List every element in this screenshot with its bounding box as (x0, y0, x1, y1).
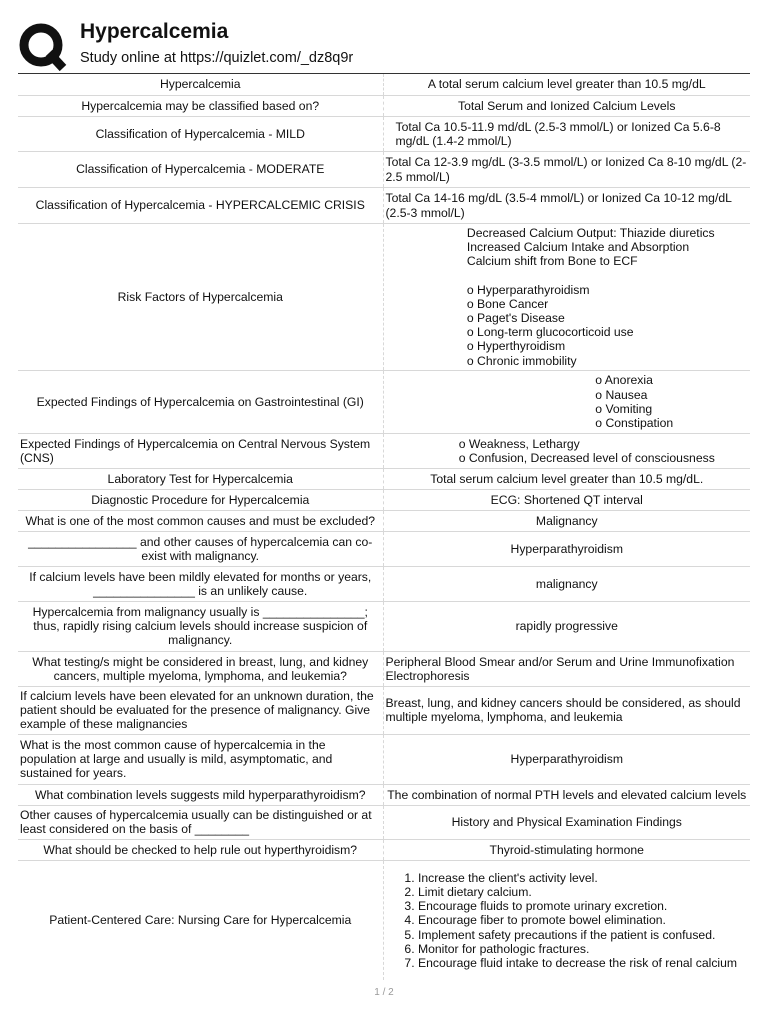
page-indicator: 1 / 2 (374, 987, 394, 998)
table-row (18, 117, 750, 152)
list-item: o Chronic immobility (466, 353, 577, 368)
list-item: 5. Implement safety precautions if the patient is confused. (404, 927, 716, 942)
term-cell: Classification of Hypercalcemia - MILD (18, 117, 383, 152)
term-cell: Hypercalcemia from malignancy usually is _______________; thus, rapidly rising calcium levels should increase suspicion of malignancy. (18, 601, 383, 651)
definition-cell: A total serum calcium level greater than 10.5 mg/dL (383, 74, 750, 96)
definition-cell (383, 433, 750, 468)
table-row (18, 489, 750, 510)
list-item: 4. Encourage fiber to promote bowel elimination. (404, 913, 666, 928)
definition-cell: Hyperparathyroidism (383, 531, 750, 566)
list-item: o Constipation (595, 416, 674, 431)
page-title: Hypercalcemia (80, 20, 229, 43)
table-row (18, 566, 750, 601)
flashcard-table (18, 73, 750, 980)
definition-cell: ECG: Shortened QT interval (383, 489, 750, 510)
list-item: o Hyperthyroidism (466, 339, 566, 354)
term-cell: Expected Findings of Hypercalcemia on Gastrointestinal (GI) (18, 370, 383, 433)
list-item: Decreased Calcium Output: Thiazide diuretics (466, 226, 715, 240)
term-cell: Patient-Centered Care: Nursing Care for Hypercalcemia (18, 860, 383, 980)
cns-findings-list (459, 437, 715, 465)
term-cell: Classification of Hypercalcemia - MODERATE (18, 152, 383, 188)
table-row (18, 224, 750, 371)
term-cell: Risk Factors of Hypercalcemia (18, 224, 383, 371)
list-item: o Long-term glucocorticoid use (466, 325, 634, 340)
definition-cell: The combination of normal PTH levels and elevated calcium levels (383, 784, 750, 805)
table-row (18, 152, 750, 188)
definition-cell: History and Physical Examination Findings (383, 805, 750, 839)
term-cell: If calcium levels have been elevated for an unknown duration, the patient should be evaluated for the presence of malignancy. Give example of these malignancies (18, 686, 383, 734)
table-row (18, 805, 750, 839)
definition-cell: Peripheral Blood Smear and/or Serum and Urine Immunofixation Electrophoresis (383, 651, 750, 686)
definition-cell: Total Ca 12-3.9 mg/dL (3-3.5 mmol/L) or Ionized Ca 8-10 mg/dL (2-2.5 mmol/L) (383, 152, 750, 188)
definition-cell (383, 224, 750, 371)
table-row (18, 686, 750, 734)
study-link[interactable]: Study online at https://quizlet.com/_dz8q9r (80, 50, 354, 66)
nursing-care-list (404, 871, 737, 970)
term-cell: Hypercalcemia may be classified based on? (18, 96, 383, 117)
list-item: o Anorexia (595, 373, 653, 388)
definition-cell (383, 860, 750, 980)
table-row (18, 784, 750, 805)
term-cell: Hypercalcemia (18, 74, 383, 96)
term-cell: Classification of Hypercalcemia - HYPERCALCEMIC CRISIS (18, 188, 383, 224)
table-row (18, 468, 750, 489)
definition-text: Total Ca 10.5-11.9 md/dL (2.5-3 mmol/L) or Ionized Ca 5.6-8 mg/dL (1.4-2 mmol/L) (395, 119, 721, 148)
table-row (18, 651, 750, 686)
table-row (18, 433, 750, 468)
table-row (18, 96, 750, 117)
definition-cell: Hyperparathyroidism (383, 734, 750, 784)
list-item: o Paget's Disease (466, 311, 565, 326)
table-row (18, 601, 750, 651)
list-item: o Weakness, Lethargy (458, 436, 580, 451)
table-row (18, 510, 750, 531)
table-row (18, 839, 750, 860)
quizlet-logo-icon (18, 22, 68, 72)
definition-cell: rapidly progressive (383, 601, 750, 651)
list-item: Increased Calcium Intake and Absorption (466, 240, 690, 255)
term-cell: Other causes of hypercalcemia usually can be distinguished or at least considered on the basis of ________ (18, 805, 383, 839)
list-item: 1. Increase the client's activity level. (404, 870, 598, 885)
table-row (18, 370, 750, 433)
table-row (18, 860, 750, 980)
term-cell: Laboratory Test for Hypercalcemia (18, 468, 383, 489)
definition-cell (383, 370, 750, 433)
list-item: 3. Encourage fluids to promote urinary excretion. (404, 899, 668, 914)
definition-cell (383, 117, 750, 152)
term-cell: What is the most common cause of hypercalcemia in the population at large and usually is mild, asymptomatic, and sustained for years. (18, 734, 383, 784)
list-item: o Confusion, Decreased level of consciousness (458, 450, 715, 465)
list-item: 2. Limit dietary calcium. (404, 885, 532, 900)
gi-findings-list (595, 373, 673, 430)
term-cell: What is one of the most common causes and must be excluded? (18, 510, 383, 531)
definition-cell: Malignancy (383, 510, 750, 531)
definition-cell: Total Serum and Ionized Calcium Levels (383, 96, 750, 117)
table-row (18, 531, 750, 566)
term-cell: If calcium levels have been mildly elevated for months or years, _______________ is an unlikely cause. (18, 566, 383, 601)
list-spacer (467, 269, 715, 283)
definition-cell: Breast, lung, and kidney cancers should be considered, as should multiple myeloma, lymphoma, and leukemia (383, 686, 750, 734)
table-row (18, 74, 750, 96)
risk-factor-list (467, 226, 715, 368)
definition-cell: malignancy (383, 566, 750, 601)
term-cell: ________________ and other causes of hypercalcemia can co-exist with malignancy. (18, 531, 383, 566)
table-row (18, 188, 750, 224)
list-item: 6. Monitor for pathologic fractures. (404, 941, 590, 956)
term-cell: What should be checked to help rule out hyperthyroidism? (18, 839, 383, 860)
term-cell: What testing/s might be considered in breast, lung, and kidney cancers, multiple myeloma, lymphoma, and leukemia? (18, 651, 383, 686)
term-cell: Expected Findings of Hypercalcemia on Central Nervous System (CNS) (18, 433, 383, 468)
list-item: Calcium shift from Bone to ECF (466, 254, 638, 269)
term-cell: What combination levels suggests mild hyperparathyroidism? (18, 784, 383, 805)
term-cell: Diagnostic Procedure for Hypercalcemia (18, 489, 383, 510)
list-item: o Vomiting (595, 401, 653, 416)
definition-cell: Thyroid-stimulating hormone (383, 839, 750, 860)
page-header (0, 0, 768, 78)
list-item: o Nausea (595, 387, 648, 402)
table-row (18, 734, 750, 784)
list-item: o Hyperparathyroidism (466, 282, 590, 297)
list-item: o Bone Cancer (466, 296, 549, 311)
definition-cell: Total serum calcium level greater than 10.5 mg/dL. (383, 468, 750, 489)
definition-cell: Total Ca 14-16 mg/dL (3.5-4 mmol/L) or Ionized Ca 10-12 mg/dL (2.5-3 mmol/L) (383, 188, 750, 224)
list-item: 7. Encourage fluid intake to decrease the risk of renal calcium (404, 956, 738, 971)
